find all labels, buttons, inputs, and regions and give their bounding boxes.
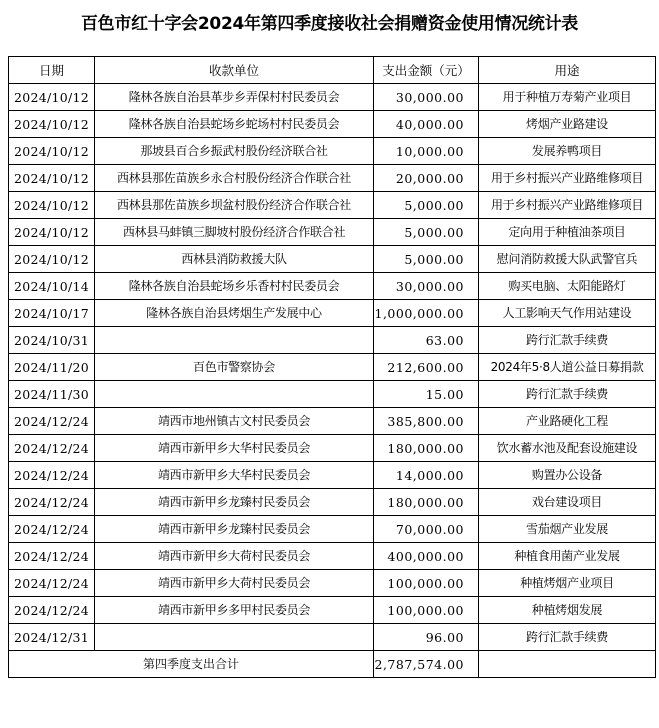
column-header-unit: 收款单位 (95, 57, 374, 84)
row-usage: 戏台建设项目 (479, 489, 656, 516)
row-usage: 产业路硬化工程 (479, 408, 656, 435)
row-usage: 跨行汇款手续费 (479, 624, 656, 651)
row-usage: 发展养鸭项目 (479, 138, 656, 165)
table-row (9, 327, 656, 354)
table-row (9, 165, 656, 192)
row-date: 2024/10/12 (9, 219, 95, 246)
row-usage: 慰问消防救援大队武警官兵 (479, 246, 656, 273)
row-date: 2024/10/12 (9, 138, 95, 165)
row-amount: 40,000.00 (374, 111, 479, 138)
row-amount: 5,000.00 (374, 219, 479, 246)
row-date: 2024/12/24 (9, 543, 95, 570)
row-recipient-unit: 西林县马蚌镇三脚坡村股份经济合作联合社 (95, 219, 374, 246)
row-date: 2024/10/12 (9, 165, 95, 192)
row-date: 2024/10/14 (9, 273, 95, 300)
row-usage: 烤烟产业路建设 (479, 111, 656, 138)
row-amount: 10,000.00 (374, 138, 479, 165)
table-row (9, 462, 656, 489)
row-usage: 用于种植万寿菊产业项目 (479, 84, 656, 111)
row-date: 2024/12/24 (9, 489, 95, 516)
row-date: 2024/12/31 (9, 624, 95, 651)
row-date: 2024/12/24 (9, 435, 95, 462)
column-header-amount: 支出金额（元） (374, 57, 479, 84)
row-recipient-unit: 靖西市新甲乡多甲村民委员会 (95, 597, 374, 624)
table-row (9, 219, 656, 246)
row-amount: 30,000.00 (374, 273, 479, 300)
table-row (9, 597, 656, 624)
table-row (9, 84, 656, 111)
table-row (9, 624, 656, 651)
table-row (9, 570, 656, 597)
total-row (9, 651, 656, 678)
table-row (9, 354, 656, 381)
row-amount: 30,000.00 (374, 84, 479, 111)
row-date: 2024/11/20 (9, 354, 95, 381)
row-recipient-unit: 靖西市新甲乡大荷村民委员会 (95, 543, 374, 570)
row-usage: 购置办公设备 (479, 462, 656, 489)
row-recipient-unit (95, 624, 374, 651)
row-date: 2024/10/12 (9, 111, 95, 138)
row-amount: 400,000.00 (374, 543, 479, 570)
row-amount: 63.00 (374, 327, 479, 354)
row-recipient-unit (95, 381, 374, 408)
row-date: 2024/12/24 (9, 408, 95, 435)
row-date: 2024/11/30 (9, 381, 95, 408)
row-amount: 70,000.00 (374, 516, 479, 543)
row-usage: 跨行汇款手续费 (479, 327, 656, 354)
row-date: 2024/12/24 (9, 597, 95, 624)
row-amount: 5,000.00 (374, 246, 479, 273)
row-amount: 1,000,000.00 (374, 300, 479, 327)
row-recipient-unit: 隆林各族自治县蛇场乡蛇场村村民委员会 (95, 111, 374, 138)
total-amount: 2,787,574.00 (374, 651, 479, 678)
row-usage: 种植烤烟产业项目 (479, 570, 656, 597)
total-label: 第四季度支出合计 (9, 651, 374, 678)
row-recipient-unit: 那坡县百合乡振武村股份经济联合社 (95, 138, 374, 165)
row-usage: 雪茄烟产业发展 (479, 516, 656, 543)
row-date: 2024/12/24 (9, 462, 95, 489)
row-usage: 定向用于种植油茶项目 (479, 219, 656, 246)
row-date: 2024/12/24 (9, 570, 95, 597)
column-header-usage: 用途 (479, 57, 656, 84)
row-date: 2024/10/12 (9, 246, 95, 273)
row-amount: 212,600.00 (374, 354, 479, 381)
row-recipient-unit: 隆林各族自治县蛇场乡乐香村村民委员会 (95, 273, 374, 300)
table-row (9, 543, 656, 570)
table-row (9, 138, 656, 165)
row-recipient-unit: 靖西市新甲乡大华村民委员会 (95, 435, 374, 462)
page-title: 百色市红十字会2024年第四季度接收社会捐赠资金使用情况统计表 (80, 14, 578, 34)
total-empty-cell (479, 651, 656, 678)
row-recipient-unit: 西林县消防救援大队 (95, 246, 374, 273)
table-row (9, 192, 656, 219)
row-amount: 100,000.00 (374, 597, 479, 624)
table-row (9, 111, 656, 138)
row-recipient-unit: 隆林各族自治县革步乡弄保村村民委员会 (95, 84, 374, 111)
row-recipient-unit: 百色市警察协会 (95, 354, 374, 381)
row-amount: 14,000.00 (374, 462, 479, 489)
table-row (9, 273, 656, 300)
row-usage: 人工影响天气作用站建设 (479, 300, 656, 327)
row-amount: 15.00 (374, 381, 479, 408)
donation-usage-table (8, 56, 656, 678)
row-recipient-unit: 西林县那佐苗族乡坝盆村股份经济合作联合社 (95, 192, 374, 219)
row-amount: 5,000.00 (374, 192, 479, 219)
column-header-date: 日期 (9, 57, 95, 84)
row-usage: 用于乡村振兴产业路维修项目 (479, 192, 656, 219)
row-date: 2024/10/12 (9, 192, 95, 219)
table-row (9, 408, 656, 435)
row-usage: 饮水蓄水池及配套设施建设 (479, 435, 656, 462)
table-row (9, 516, 656, 543)
row-usage: 种植食用菌产业发展 (479, 543, 656, 570)
row-recipient-unit: 靖西市新甲乡大荷村民委员会 (95, 570, 374, 597)
row-amount: 96.00 (374, 624, 479, 651)
row-recipient-unit: 靖西市新甲乡龙臻村民委员会 (95, 489, 374, 516)
row-amount: 180,000.00 (374, 489, 479, 516)
row-amount: 385,800.00 (374, 408, 479, 435)
row-recipient-unit (95, 327, 374, 354)
row-date: 2024/10/31 (9, 327, 95, 354)
row-recipient-unit: 靖西市新甲乡龙臻村民委员会 (95, 516, 374, 543)
table-row (9, 435, 656, 462)
table-row (9, 246, 656, 273)
table-body (9, 84, 656, 651)
row-usage: 2024年5·8人道公益日募捐款 (479, 354, 656, 381)
row-usage: 购买电脑、太阳能路灯 (479, 273, 656, 300)
row-date: 2024/10/17 (9, 300, 95, 327)
row-date: 2024/12/24 (9, 516, 95, 543)
row-recipient-unit: 靖西市地州镇古文村民委员会 (95, 408, 374, 435)
row-recipient-unit: 靖西市新甲乡大华村民委员会 (95, 462, 374, 489)
row-date: 2024/10/12 (9, 84, 95, 111)
row-recipient-unit: 隆林各族自治县烤烟生产发展中心 (95, 300, 374, 327)
row-usage: 种植烤烟发展 (479, 597, 656, 624)
row-amount: 100,000.00 (374, 570, 479, 597)
table-header-row (9, 57, 656, 84)
table-row (9, 300, 656, 327)
row-usage: 跨行汇款手续费 (479, 381, 656, 408)
row-amount: 20,000.00 (374, 165, 479, 192)
table-row (9, 489, 656, 516)
table-row (9, 381, 656, 408)
row-usage: 用于乡村振兴产业路维修项目 (479, 165, 656, 192)
row-recipient-unit: 西林县那佐苗族乡永合村股份经济合作联合社 (95, 165, 374, 192)
row-amount: 180,000.00 (374, 435, 479, 462)
